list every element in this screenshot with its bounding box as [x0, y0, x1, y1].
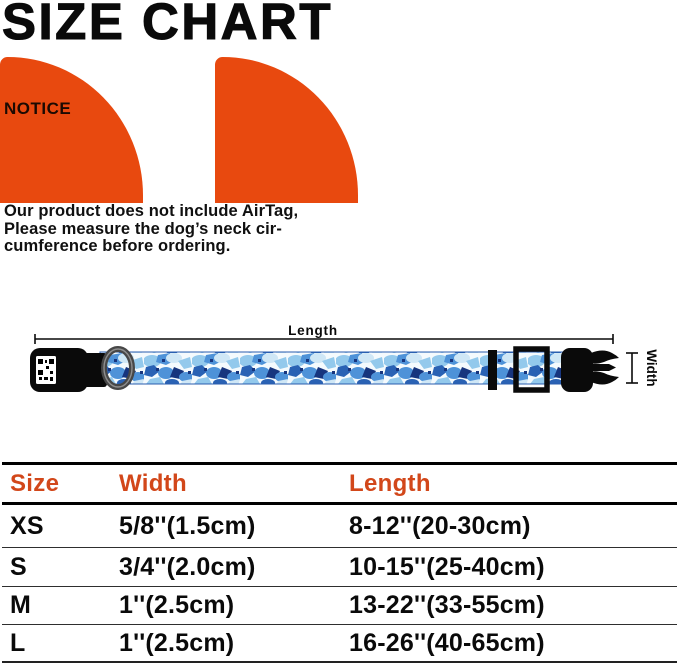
- length-label: Length: [288, 323, 338, 338]
- buckle-female: [30, 348, 107, 392]
- cell-length: 10-15''(25-40cm): [349, 548, 677, 587]
- table-row-s: [2, 548, 677, 587]
- cell-size: L: [2, 625, 119, 663]
- cell-length: 16-26''(40-65cm): [349, 625, 677, 663]
- notice-line: Please measure the dog’s neck cir-: [4, 219, 282, 238]
- header-length: Length: [349, 464, 677, 504]
- cell-width: 1''(2.5cm): [119, 625, 349, 663]
- notice-text: [4, 203, 298, 256]
- page-title: SIZE CHART: [2, 0, 333, 50]
- buckle-male: [561, 348, 619, 392]
- width-label: Width: [644, 349, 659, 387]
- table-row-xs: [2, 504, 677, 548]
- cell-width: 1''(2.5cm): [119, 587, 349, 625]
- cell-length: 8-12''(20-30cm): [349, 504, 677, 548]
- table-row-m: [2, 587, 677, 625]
- notice-line: Our product does not include AirTag,: [4, 202, 299, 220]
- header-width: Width: [119, 464, 349, 504]
- slider-bar: [488, 350, 497, 390]
- cell-width: 3/4''(2.0cm): [119, 548, 349, 587]
- table-row-l: [2, 625, 677, 663]
- width-measurement: [626, 349, 659, 386]
- qr-code: [36, 356, 56, 384]
- notice-quarter-circle-left: [0, 57, 143, 203]
- cell-size: XS: [2, 504, 119, 548]
- collar-diagram: [0, 320, 679, 415]
- size-table: [2, 462, 677, 663]
- header-size: Size: [2, 464, 119, 504]
- length-measurement: [35, 323, 613, 344]
- cell-length: 13-22''(33-55cm): [349, 587, 677, 625]
- cell-width: 5/8''(1.5cm): [119, 504, 349, 548]
- notice-line: cumference before ordering.: [4, 237, 231, 255]
- notice-badge: NOTICE: [4, 99, 72, 118]
- size-table-header-row: [2, 464, 677, 504]
- decor-quarter-circle-right: [215, 57, 358, 203]
- cell-size: S: [2, 548, 119, 587]
- cell-size: M: [2, 587, 119, 625]
